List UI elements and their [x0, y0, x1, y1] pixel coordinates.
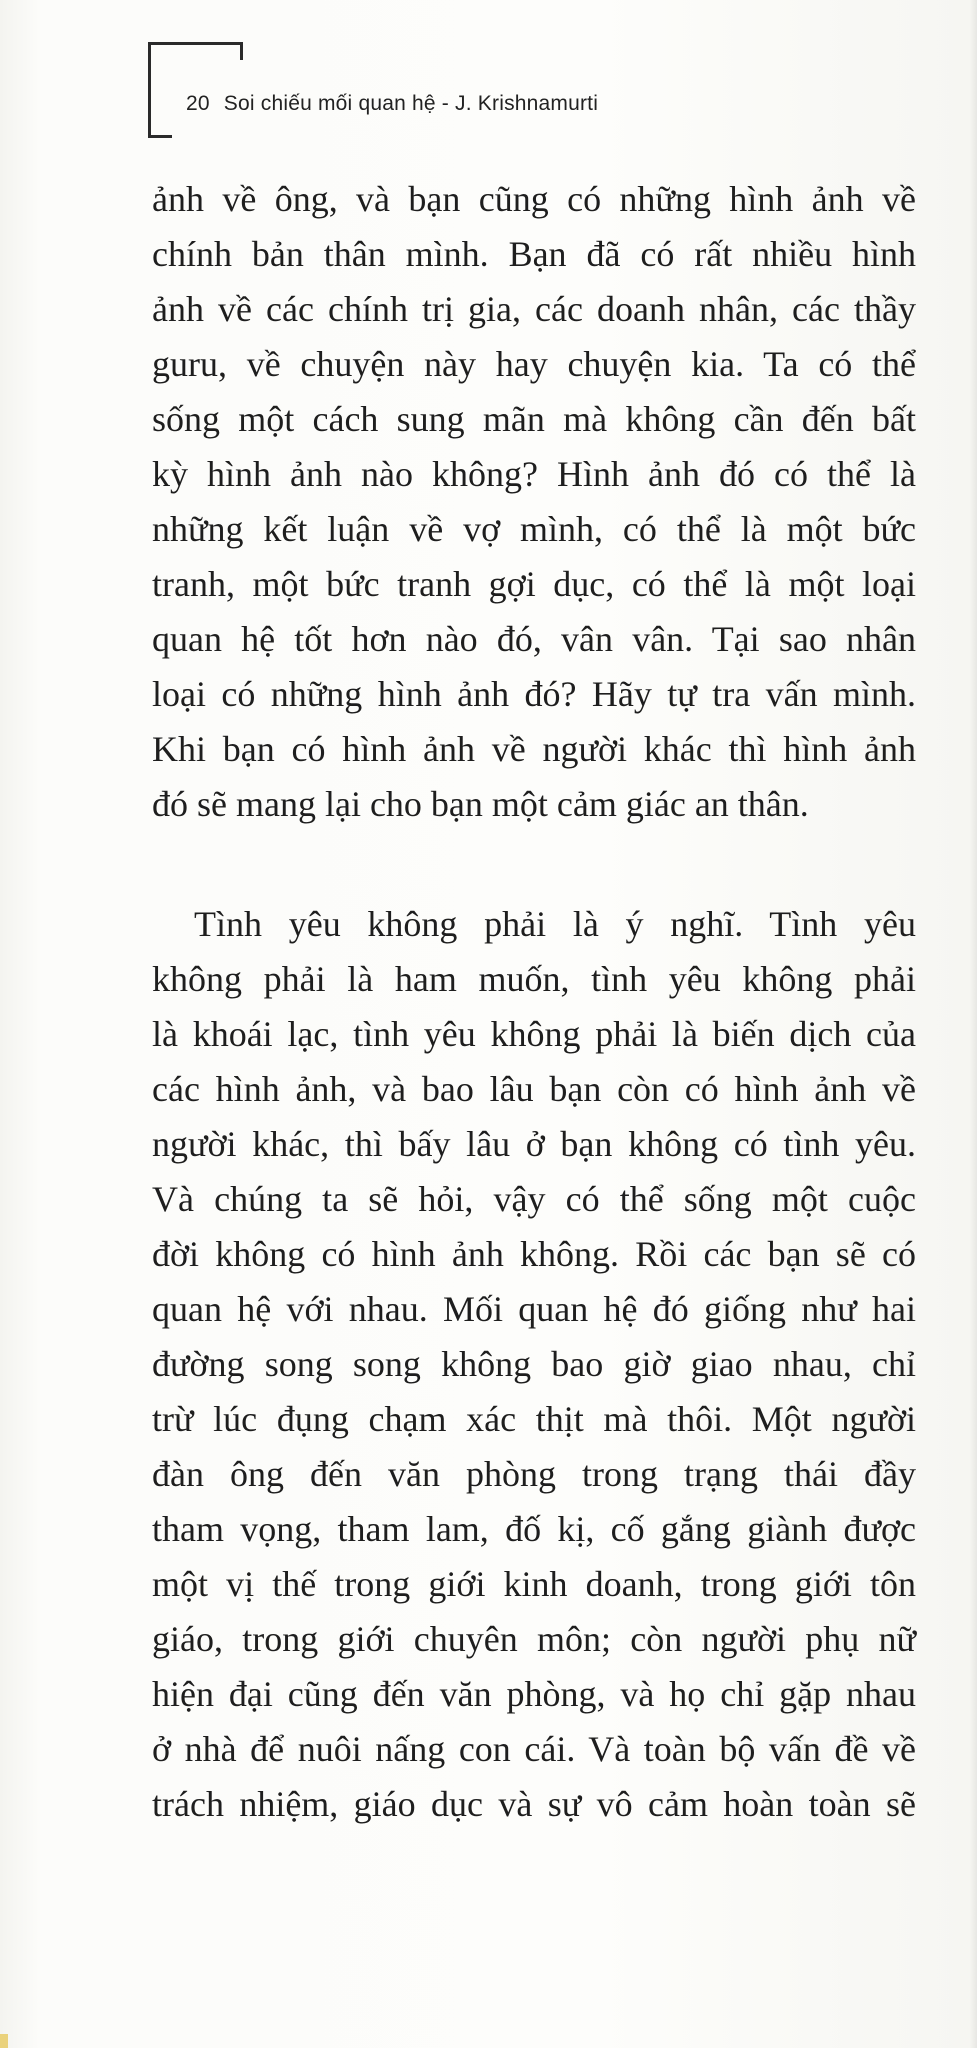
text-line: đời không có hình ảnh không. Rồi các bạn sẽ có: [152, 1234, 916, 1274]
text-line: tham vọng, tham lam, đố kị, cố gắng giành được: [152, 1509, 916, 1549]
page-number: 20: [186, 92, 210, 115]
corner-mark: [0, 2034, 8, 2048]
header-bracket-bottom: [148, 135, 172, 138]
text-line: Và chúng ta sẽ hỏi, vậy có thể sống một cuộc: [152, 1179, 916, 1219]
text-line: đường song song không bao giờ giao nhau, chỉ: [152, 1344, 916, 1384]
text-line: tranh, một bức tranh gợi dục, có thể là một loại: [152, 564, 916, 604]
text-line: không phải là ham muốn, tình yêu không phải: [152, 959, 916, 999]
text-line: trách nhiệm, giáo dục và sự vô cảm hoàn toàn sẽ: [152, 1784, 916, 1824]
text-line: những kết luận về vợ mình, có thể là một bức: [152, 509, 916, 549]
text-line: một vị thế trong giới kinh doanh, trong giới tôn: [152, 1564, 916, 1604]
text-line: sống một cách sung mãn mà không cần đến bất: [152, 399, 916, 439]
header-bracket-vertical: [148, 42, 151, 138]
text-line: đó sẽ mang lại cho bạn một cảm giác an thân.: [152, 784, 809, 824]
text-line: guru, về chuyện này hay chuyện kia. Ta có thể: [152, 344, 916, 384]
page-edge-shadow: [969, 0, 977, 2048]
paragraph-2: [152, 897, 916, 1832]
text-line: người khác, thì bấy lâu ở bạn không có tình yêu.: [152, 1124, 916, 1164]
text-line: quan hệ tốt hơn nào đó, vân vân. Tại sao nhân: [152, 619, 916, 659]
header-bracket-top: [148, 42, 243, 45]
text-line: các hình ảnh, và bao lâu bạn còn có hình ảnh về: [152, 1069, 916, 1109]
text-line: loại có những hình ảnh đó? Hãy tự tra vấn mình.: [152, 674, 916, 714]
text-line: kỳ hình ảnh nào không? Hình ảnh đó có thể là: [152, 454, 916, 494]
text-line: Khi bạn có hình ảnh về người khác thì hình ảnh: [152, 729, 916, 769]
text-line: là khoái lạc, tình yêu không phải là biến dịch của: [152, 1014, 916, 1054]
text-line: giáo, trong giới chuyên môn; còn người phụ nữ: [152, 1619, 916, 1659]
text-line: chính bản thân mình. Bạn đã có rất nhiều hình: [152, 234, 916, 274]
text-line: ảnh về ông, và bạn cũng có những hình ảnh về: [152, 179, 916, 219]
paragraph-1: [152, 172, 916, 832]
text-line: hiện đại cũng đến văn phòng, và họ chỉ gặp nhau: [152, 1674, 916, 1714]
text-line: trừ lúc đụng chạm xác thịt mà thôi. Một người: [152, 1399, 916, 1439]
running-header: [186, 92, 598, 116]
book-title: Soi chiếu mối quan hệ - J. Krishnamurti: [223, 92, 599, 115]
header-bracket-tick: [240, 42, 243, 60]
text-line: ảnh về các chính trị gia, các doanh nhân, các thầy: [152, 289, 916, 329]
text-line: ở nhà để nuôi nấng con cái. Và toàn bộ vấn đề về: [152, 1729, 916, 1769]
text-line: đàn ông đến văn phòng trong trạng thái đầy: [152, 1454, 916, 1494]
text-line: Tình yêu không phải là ý nghĩ. Tình yêu: [194, 904, 916, 944]
text-line: quan hệ với nhau. Mối quan hệ đó giống như hai: [152, 1289, 916, 1329]
